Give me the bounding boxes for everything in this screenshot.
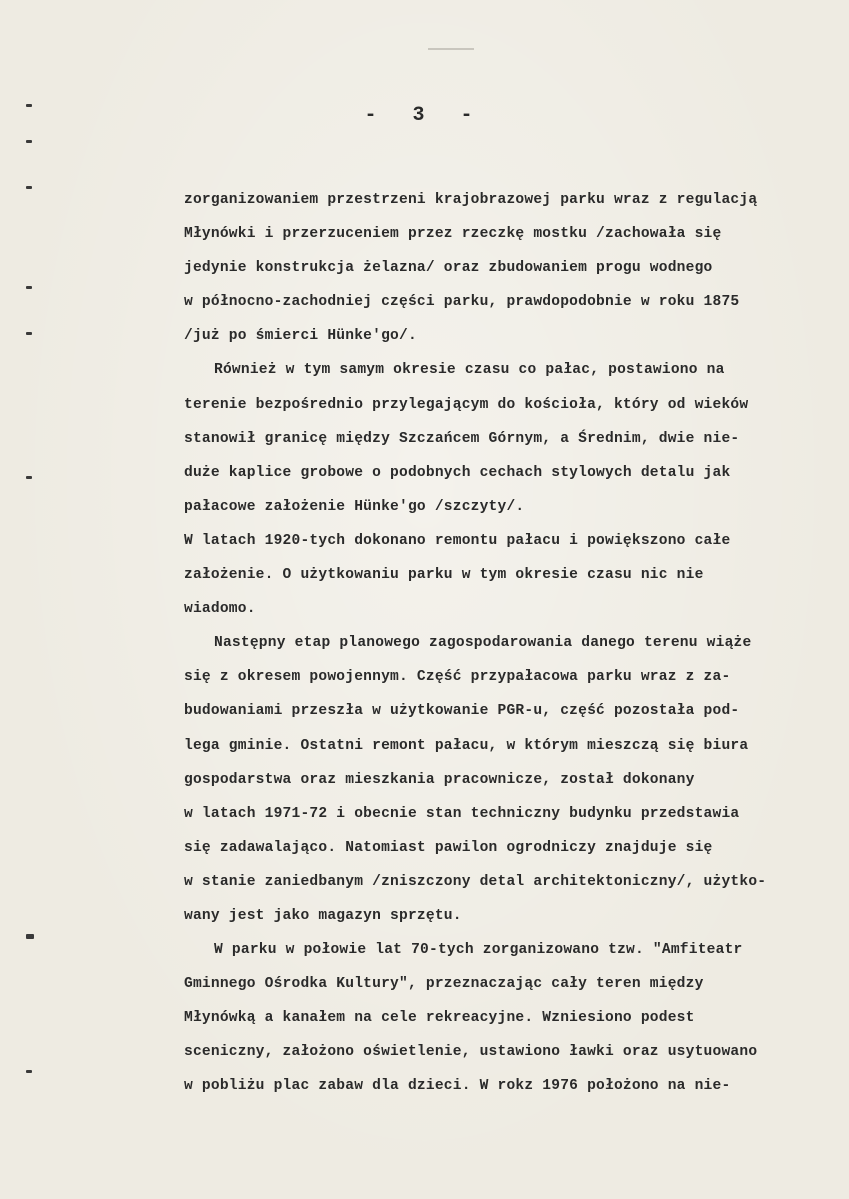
text-line: w północno-zachodniej części parku, prawdopodobnie w roku 1875	[184, 294, 740, 311]
margin-mark	[26, 140, 32, 143]
text-line: W latach 1920-tych dokonano remontu pałacu i powiększono całe	[184, 532, 731, 549]
text-line: się zadawalająco. Natomiast pawilon ogrodniczy znajduje się	[184, 839, 713, 856]
text-line: W parku w połowie lat 70-tych zorganizowano tzw. "Amfiteatr	[214, 942, 743, 959]
text-line: w pobliżu plac zabaw dla dzieci. W rokz 1976 położono na nie-	[184, 1078, 731, 1095]
text-line: duże kaplice grobowe o podobnych cechach stylowych detalu jak	[184, 464, 731, 481]
margin-mark	[26, 332, 32, 335]
margin-mark	[26, 1070, 32, 1073]
text-line: zorganizowaniem przestrzeni krajobrazowej parku wraz z regulacją	[184, 192, 758, 208]
text-line: wiadomo.	[184, 601, 256, 618]
page-number: - 3 -	[364, 104, 485, 127]
text-line: terenie bezpośrednio przylegającym do kościoła, który od wieków	[184, 396, 749, 413]
margin-mark	[26, 934, 34, 939]
text-line: sceniczny, założono oświetlenie, ustawiono ławki oraz usytuowano	[184, 1044, 758, 1061]
text-line: /już po śmierci Hünke'go/.	[184, 328, 417, 345]
text-line: się z okresem powojennym. Część przypałacowa parku wraz z za-	[184, 669, 731, 686]
text-line: gospodarstwa oraz mieszkania pracownicze, został dokonany	[184, 771, 695, 788]
text-line: pałacowe założenie Hünke'go /szczyty/.	[184, 498, 525, 515]
text-line: budowaniami przeszła w użytkowanie PGR-u, część pozostała pod-	[184, 703, 740, 720]
scan-smudge	[428, 48, 474, 50]
text-line: Również w tym samym okresie czasu co pałac, postawiono na	[214, 362, 725, 379]
text-line: lega gminie. Ostatni remont pałacu, w którym mieszczą się biura	[184, 737, 749, 754]
margin-mark	[26, 186, 32, 189]
text-line: wany jest jako magazyn sprzętu.	[184, 907, 462, 924]
text-line: założenie. O użytkowaniu parku w tym okresie czasu nic nie	[184, 567, 704, 584]
text-line: stanowił granicę między Szczańcem Górnym, a Średnim, dwie nie-	[184, 430, 740, 447]
text-line: Młynówką a kanałem na cele rekreacyjne. Wzniesiono podest	[184, 1010, 695, 1027]
margin-mark	[26, 476, 32, 479]
text-line: w latach 1971-72 i obecnie stan techniczny budynku przedstawia	[184, 805, 740, 822]
text-line: jedynie konstrukcja żelazna/ oraz zbudowaniem progu wodnego	[184, 260, 713, 277]
margin-mark	[26, 286, 32, 289]
text-line: Gminnego Ośrodka Kultury", przeznaczając cały teren między	[184, 976, 704, 993]
text-line: Młynówki i przerzuceniem przez rzeczkę mostku /zachowała się	[184, 226, 722, 243]
text-line: Następny etap planowego zagospodarowania danego terenu wiąże	[214, 635, 752, 652]
text-line: w stanie zaniedbanym /zniszczony detal architektoniczny/, użytko-	[184, 873, 767, 890]
body-text	[184, 183, 844, 1104]
